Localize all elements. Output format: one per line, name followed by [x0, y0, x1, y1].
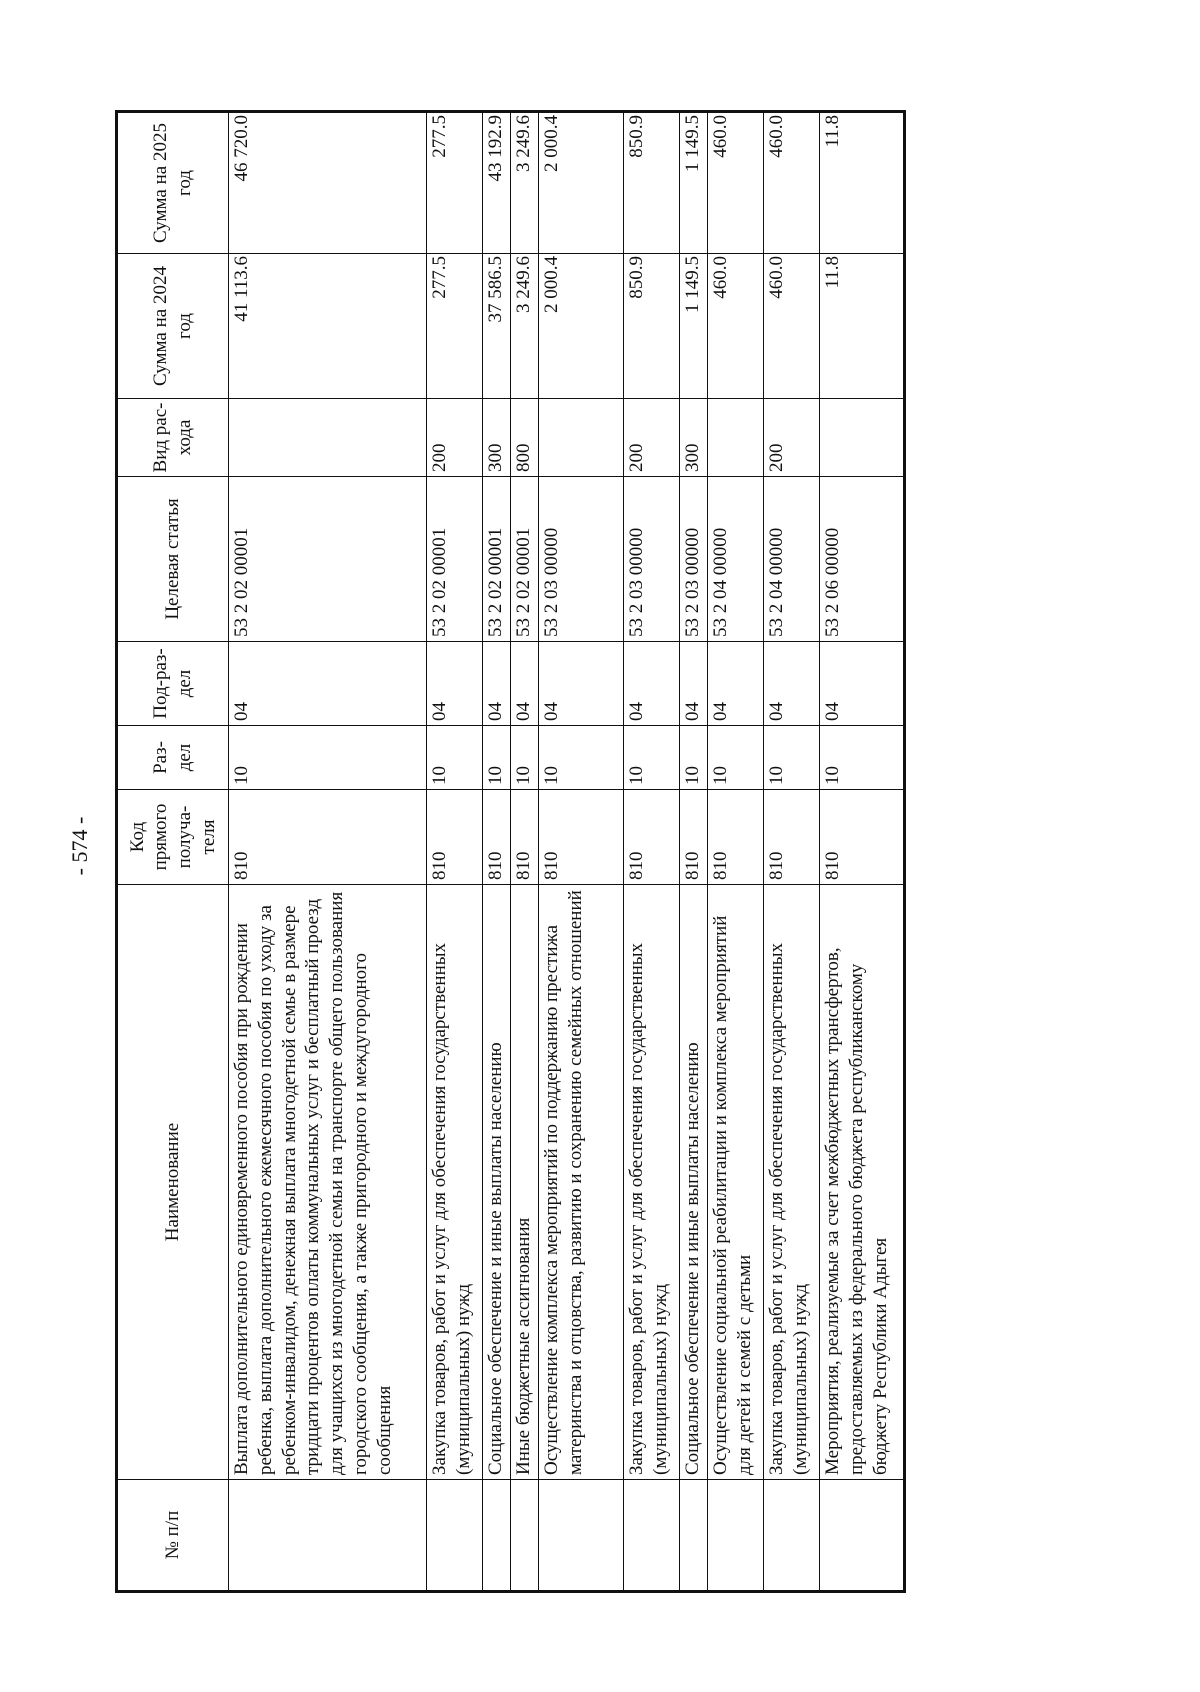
row-code: 810 — [229, 790, 427, 885]
row-name: Осуществление комплекса мероприятий по поддержанию престижа материнства и отцовства, развитию и сохранению семейных отношений — [539, 885, 624, 1480]
row-sum2025: 46 720.0 — [229, 112, 427, 254]
row-podrazdel: 04 — [229, 642, 427, 726]
row-name: Социальное обеспечение и иные выплаты населению — [483, 885, 511, 1480]
row-code: 810 — [511, 790, 539, 885]
row-no — [624, 1480, 680, 1592]
row-sum2024: 460.0 — [708, 254, 764, 399]
row-vid: 300 — [483, 399, 511, 477]
row-name: Закупка товаров, работ и услуг для обеспечения государственных (муниципальных) нужд — [427, 885, 483, 1480]
row-podrazdel: 04 — [624, 642, 680, 726]
table-row — [680, 112, 708, 1592]
row-no — [229, 1480, 427, 1592]
header-no: № п/п — [117, 1480, 229, 1592]
row-razdel: 10 — [427, 726, 483, 790]
table-row — [624, 112, 680, 1592]
row-no — [511, 1480, 539, 1592]
row-razdel: 10 — [820, 726, 905, 790]
page-number: - 574 - — [67, 816, 92, 876]
header-code: Код прямого получа-теля — [117, 790, 229, 885]
row-sum2025: 11.8 — [820, 112, 905, 254]
row-sum2024: 1 149.5 — [680, 254, 708, 399]
row-sum2024: 11.8 — [820, 254, 905, 399]
row-article: 53 2 04 00000 — [708, 477, 764, 642]
row-vid: 200 — [624, 399, 680, 477]
row-code: 810 — [483, 790, 511, 885]
row-vid: 300 — [680, 399, 708, 477]
row-sum2025: 460.0 — [764, 112, 820, 254]
row-sum2024: 277.5 — [427, 254, 483, 399]
row-razdel: 10 — [624, 726, 680, 790]
table-row — [427, 112, 483, 1592]
row-vid — [539, 399, 624, 477]
row-razdel: 10 — [708, 726, 764, 790]
row-sum2024: 41 113.6 — [229, 254, 427, 399]
header-sum2024: Сумма на 2024 год — [117, 254, 229, 399]
table-row — [708, 112, 764, 1592]
row-sum2025: 460.0 — [708, 112, 764, 254]
row-sum2025: 43 192.9 — [483, 112, 511, 254]
row-no — [820, 1480, 905, 1592]
table-row — [539, 112, 624, 1592]
row-vid — [229, 399, 427, 477]
row-vid — [820, 399, 905, 477]
row-article: 53 2 03 00000 — [680, 477, 708, 642]
row-podrazdel: 04 — [708, 642, 764, 726]
row-vid: 800 — [511, 399, 539, 477]
row-podrazdel: 04 — [539, 642, 624, 726]
row-article: 53 2 03 00000 — [624, 477, 680, 642]
row-article: 53 2 02 00001 — [427, 477, 483, 642]
table-row — [229, 112, 427, 1592]
header-podrazdel: Под-раз-дел — [117, 642, 229, 726]
row-razdel: 10 — [229, 726, 427, 790]
row-article: 53 2 04 00000 — [764, 477, 820, 642]
row-name: Мероприятия, реализуемые за счет межбюджетных трансфертов, предоставляемых из федерального бюджета республиканскому бюджету Республики Адыгея — [820, 885, 905, 1480]
table-row — [764, 112, 820, 1592]
row-name: Закупка товаров, работ и услуг для обеспечения государственных (муниципальных) нужд — [764, 885, 820, 1480]
row-name: Закупка товаров, работ и услуг для обеспечения государственных (муниципальных) нужд — [624, 885, 680, 1480]
row-podrazdel: 04 — [820, 642, 905, 726]
row-no — [764, 1480, 820, 1592]
row-no — [680, 1480, 708, 1592]
row-code: 810 — [820, 790, 905, 885]
row-vid — [708, 399, 764, 477]
row-sum2025: 277.5 — [427, 112, 483, 254]
row-sum2025: 850.9 — [624, 112, 680, 254]
budget-table — [115, 110, 906, 1593]
header-razdel: Раз-дел — [117, 726, 229, 790]
row-no — [483, 1480, 511, 1592]
row-podrazdel: 04 — [764, 642, 820, 726]
row-code: 810 — [539, 790, 624, 885]
header-row — [117, 112, 229, 1592]
header-article: Целевая статья — [117, 477, 229, 642]
row-sum2025: 1 149.5 — [680, 112, 708, 254]
header-vid: Вид рас-хода — [117, 399, 229, 477]
row-name: Осуществление социальной реабилитации и комплекса мероприятий для детей и семей с детьми — [708, 885, 764, 1480]
row-article: 53 2 06 00000 — [820, 477, 905, 642]
row-code: 810 — [708, 790, 764, 885]
table-row — [483, 112, 511, 1592]
row-code: 810 — [624, 790, 680, 885]
row-article: 53 2 02 00001 — [483, 477, 511, 642]
row-no — [427, 1480, 483, 1592]
header-sum2025: Сумма на 2025 год — [117, 112, 229, 254]
row-sum2024: 2 000.4 — [539, 254, 624, 399]
row-vid: 200 — [427, 399, 483, 477]
row-no — [539, 1480, 624, 1592]
rotated-table-wrapper — [115, 113, 891, 1593]
row-razdel: 10 — [511, 726, 539, 790]
table-row — [511, 112, 539, 1592]
row-article: 53 2 02 00001 — [229, 477, 427, 642]
row-code: 810 — [680, 790, 708, 885]
row-podrazdel: 04 — [511, 642, 539, 726]
row-razdel: 10 — [680, 726, 708, 790]
row-vid: 200 — [764, 399, 820, 477]
row-sum2024: 3 249.6 — [511, 254, 539, 399]
row-sum2024: 460.0 — [764, 254, 820, 399]
row-razdel: 10 — [539, 726, 624, 790]
row-sum2024: 37 586.5 — [483, 254, 511, 399]
row-podrazdel: 04 — [680, 642, 708, 726]
row-sum2025: 3 249.6 — [511, 112, 539, 254]
row-sum2024: 850.9 — [624, 254, 680, 399]
header-name: Наименование — [117, 885, 229, 1480]
row-article: 53 2 03 00000 — [539, 477, 624, 642]
row-name: Иные бюджетные ассигнования — [511, 885, 539, 1480]
row-name: Социальное обеспечение и иные выплаты населению — [680, 885, 708, 1480]
row-code: 810 — [427, 790, 483, 885]
row-sum2025: 2 000.4 — [539, 112, 624, 254]
row-article: 53 2 02 00001 — [511, 477, 539, 642]
row-name: Выплата дополнительного единовременного пособия при рождении ребенка, выплата дополнительного ежемесячного пособия по уходу за ребенком-инвалидом, денежная выплата многодетной семье в размере тридцати процентов оплаты коммунальных услуг и бесплатный проезд для учащихся из многодетной семьи на транспорте общего пользования городского сообщения, а также пригородного и междугородного сообщения — [229, 885, 427, 1480]
row-no — [708, 1480, 764, 1592]
row-razdel: 10 — [483, 726, 511, 790]
row-code: 810 — [764, 790, 820, 885]
row-podrazdel: 04 — [483, 642, 511, 726]
table-row — [820, 112, 905, 1592]
row-podrazdel: 04 — [427, 642, 483, 726]
row-razdel: 10 — [764, 726, 820, 790]
